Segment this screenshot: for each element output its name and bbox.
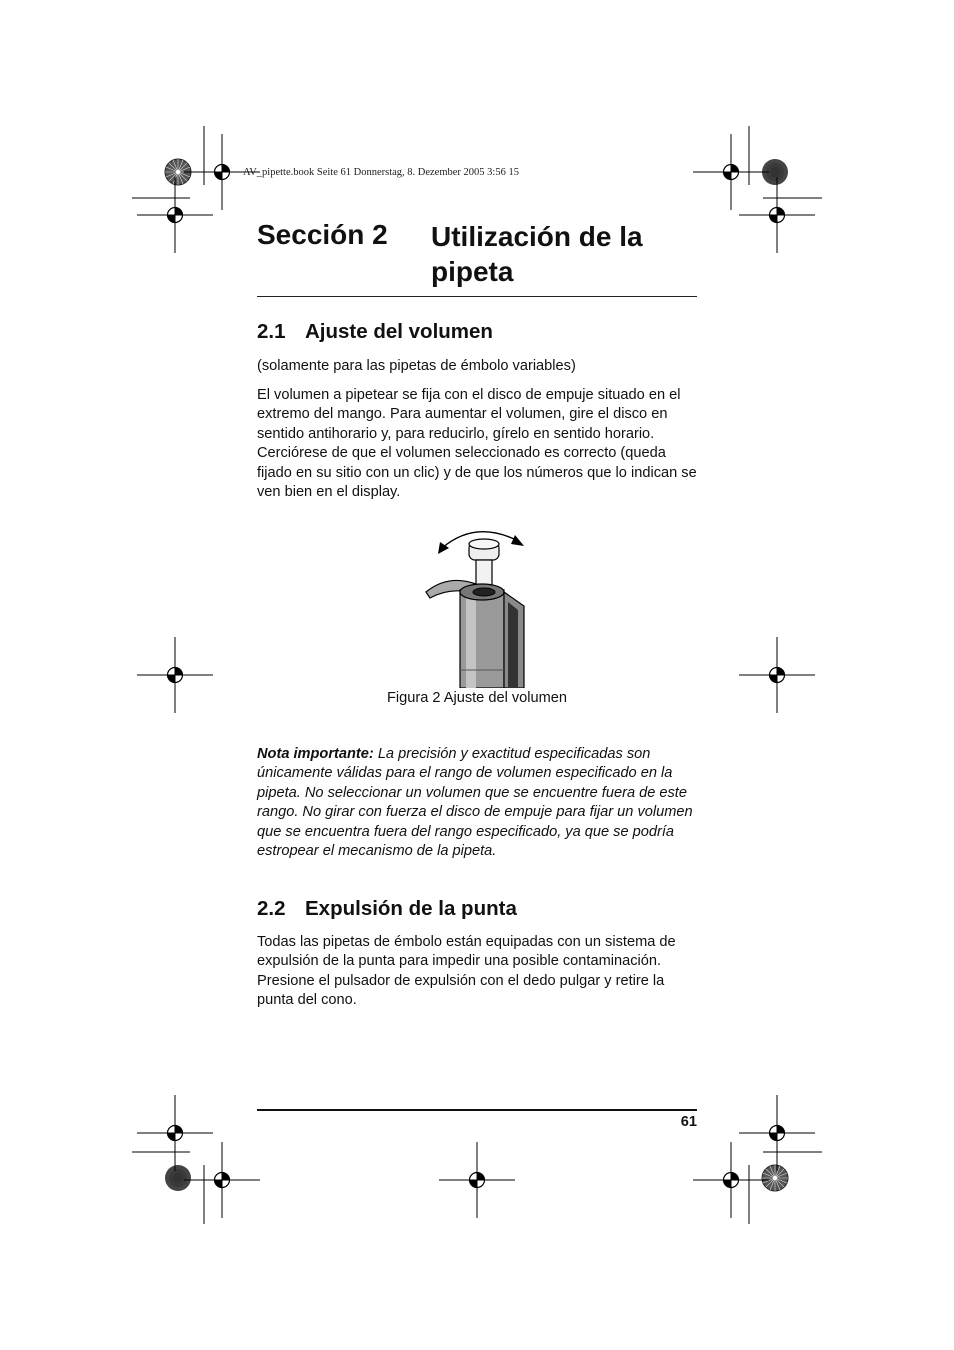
important-note bbox=[257, 745, 697, 861]
figure-caption: Figura 2 Ajuste del volumen bbox=[386, 690, 568, 706]
important-note-text: La precisión y exactitud especificadas son únicamente válidas para el rango de volumen especificado en la pipeta. No seleccionar un volumen que se encuentre fuera de este rango. No girar con fuerza el disco de empuje para fijar un volumen que se encuentra fuera del rango especificado, ya que se podría estropear el mecanismo de la pipeta. bbox=[257, 746, 693, 860]
heading-2-1-number: 2.1 bbox=[257, 320, 286, 343]
pipette-illustration bbox=[420, 522, 532, 688]
paren-note: (solamente para las pipetas de émbolo variables) bbox=[257, 358, 576, 374]
page-title: Utilización de la pipeta bbox=[431, 221, 643, 287]
ejection-paragraph: Todas las pipetas de émbolo están equipadas con un sistema de expulsión de la punta para impedir una posible contaminación. Presione el pulsador de expulsión con el dedo pulgar y retire la punta del cono. bbox=[257, 934, 676, 1009]
heading-2-2 bbox=[257, 897, 517, 921]
heading-2-1-title: Ajuste del volumen bbox=[305, 320, 493, 343]
footer-rule bbox=[257, 1109, 697, 1111]
heading-2-1 bbox=[257, 320, 493, 344]
section-label: Sección 2 bbox=[257, 219, 388, 250]
page-number: 61 bbox=[680, 1114, 697, 1130]
volume-paragraph: El volumen a pipetear se fija con el disco de empuje situado en el extremo del mango. Para aumentar el volumen, gire el disco en sentido antihorario y, para reducirlo, gírelo en sentido horario. Cerciórese de que el volumen seleccionado es correcto (queda fijado en su sitio con un clic) y de que los números que lo indican se ven bien en el display. bbox=[257, 387, 697, 501]
heading-2-2-number: 2.2 bbox=[257, 897, 286, 920]
title-rule bbox=[257, 296, 697, 297]
print-slug: AV_pipette.book Seite 61 Donnerstag, 8. Dezember 2005 3:56 15 bbox=[243, 167, 519, 178]
heading-2-2-title: Expulsión de la punta bbox=[305, 897, 517, 920]
important-note-label: Nota importante: bbox=[257, 746, 374, 762]
